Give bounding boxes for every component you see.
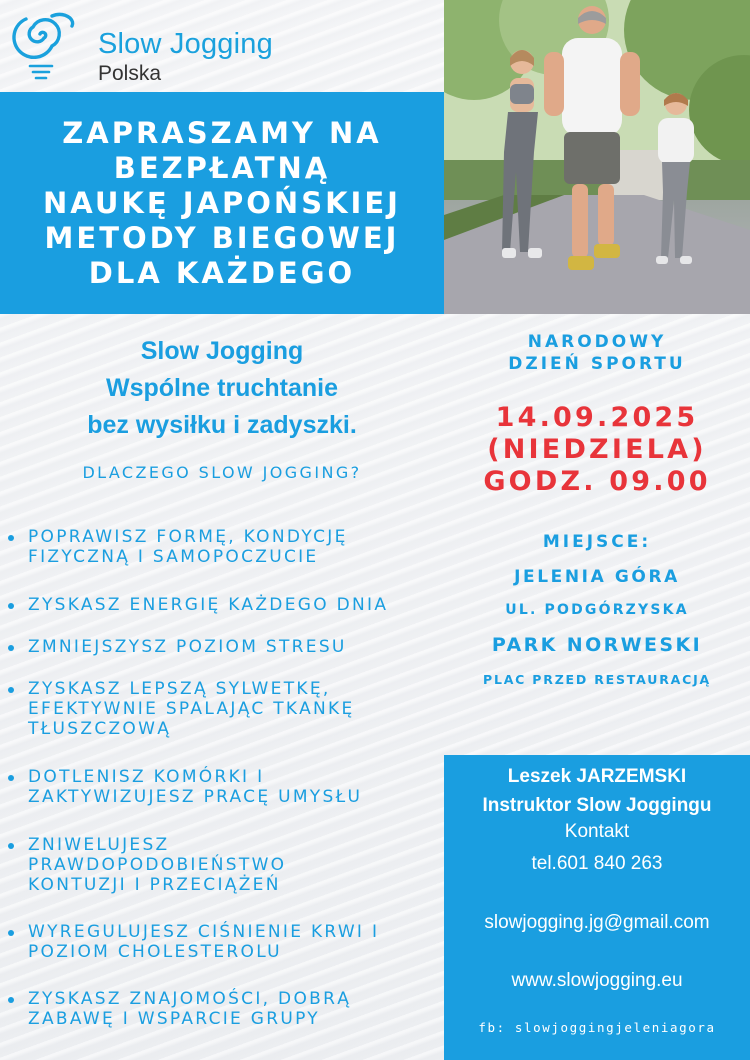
headline-line: METODY BIEGOWEJ [44, 220, 400, 255]
place-street: UL. PODGÓRZYSKA [505, 602, 689, 618]
list-item [6, 637, 446, 657]
logo [6, 4, 306, 90]
bullet-icon [8, 775, 14, 781]
logo-subtitle: Polska [98, 62, 162, 85]
why-heading: DLACZEGO SLOW JOGGING? [82, 463, 362, 482]
benefit-line: ZYSKASZ ZNAJOMOŚCI, DOBRĄ [28, 989, 352, 1009]
event-date [444, 402, 750, 498]
list-item [6, 679, 446, 739]
headline-line: ZAPRASZAMY NA [62, 115, 382, 150]
benefit-line: DOTLENISZ KOMÓRKI I [28, 767, 265, 787]
event-date-line: GODZ. 09.00 [483, 466, 711, 497]
event-date-line: (NIEDZIELA) [487, 434, 707, 465]
contact-phone[interactable]: tel.601 840 263 [531, 853, 663, 874]
bullet-icon [8, 930, 14, 936]
instructor-name: Leszek JARZEMSKI [507, 766, 687, 787]
contact-label: Kontakt [564, 821, 630, 842]
benefit-line: EFEKTYWNIE SPALAJĄC TKANKĘ [28, 699, 355, 719]
place-park: PARK NORWESKI [491, 634, 703, 656]
benefit-line: POPRAWISZ FORMĘ, KONDYCJĘ [28, 527, 348, 547]
bullet-icon [8, 997, 14, 1003]
benefit-line: ZMNIEJSZYSZ POZIOM STRESU [28, 637, 347, 657]
event-name-line: DZIEŃ SPORTU [508, 354, 686, 374]
place-spot: PLAC PRZED RESTAURACJĄ [482, 672, 711, 687]
place-city: JELENIA GÓRA [514, 567, 680, 587]
benefit-line: KONTUZJI I PRZECIĄŻEŃ [28, 875, 281, 895]
benefits-list [6, 527, 446, 1029]
benefit-line: ZYSKASZ ENERGIĘ KAŻDEGO DNIA [28, 595, 389, 615]
contact-website[interactable]: www.slowjogging.eu [511, 970, 683, 991]
intro-line: Slow Jogging [140, 337, 304, 365]
event-name-line: NARODOWY [527, 332, 667, 352]
spiral-snail-logo-icon [6, 4, 82, 84]
list-item [6, 527, 446, 567]
headline-line: NAUKĘ JAPOŃSKIEJ [43, 185, 401, 220]
benefit-line: POZIOM CHOLESTEROLU [28, 942, 282, 962]
place-label: MIEJSCE: [542, 532, 652, 552]
headline-banner [0, 92, 444, 314]
headline-line: DLA KAŻDEGO [88, 255, 356, 290]
benefit-line: PRAWDOPODOBIEŃSTWO [28, 855, 287, 875]
headline-line: BEZPŁATNĄ [113, 150, 331, 185]
benefit-line: ZAKTYWIZUJESZ PRACĘ UMYSŁU [28, 787, 363, 807]
list-item [6, 922, 446, 962]
bullet-icon [8, 843, 14, 849]
bullet-icon [8, 687, 14, 693]
bullet-icon [8, 535, 14, 541]
benefit-line: WYREGULUJESZ CIŚNIENIE KRWI I [28, 922, 380, 942]
instructor-role: Instruktor Slow Joggingu [482, 795, 712, 816]
list-item [6, 595, 446, 615]
runners-photo [444, 0, 750, 314]
event-date-line: 14.09.2025 [495, 402, 699, 433]
benefit-line: ZYSKASZ LEPSZĄ SYLWETKĘ, [28, 679, 331, 699]
benefit-line: ZABAWĘ I WSPARCIE GRUPY [28, 1009, 320, 1029]
event-name [444, 331, 750, 375]
bullet-icon [8, 645, 14, 651]
intro-line: Wspólne truchtanie [106, 374, 338, 402]
list-item [6, 835, 446, 895]
contact-box [444, 755, 750, 1060]
logo-name: Slow Jogging [98, 28, 273, 60]
list-item [6, 767, 446, 807]
bullet-icon [8, 603, 14, 609]
benefit-line: FIZYCZNĄ I SAMOPOCZUCIE [28, 547, 319, 567]
contact-facebook[interactable]: fb: slowjoggingjeleniagora [478, 1020, 716, 1035]
contact-email[interactable]: slowjogging.jg@gmail.com [484, 912, 710, 933]
headline [37, 116, 407, 291]
list-item [6, 989, 446, 1029]
intro-line: bez wysiłku i zadyszki. [87, 411, 357, 439]
benefit-line: ZNIWELUJESZ [28, 835, 170, 855]
intro [0, 333, 444, 444]
benefit-line: TŁUSZCZOWĄ [28, 719, 172, 739]
runners-illustration [444, 0, 750, 314]
